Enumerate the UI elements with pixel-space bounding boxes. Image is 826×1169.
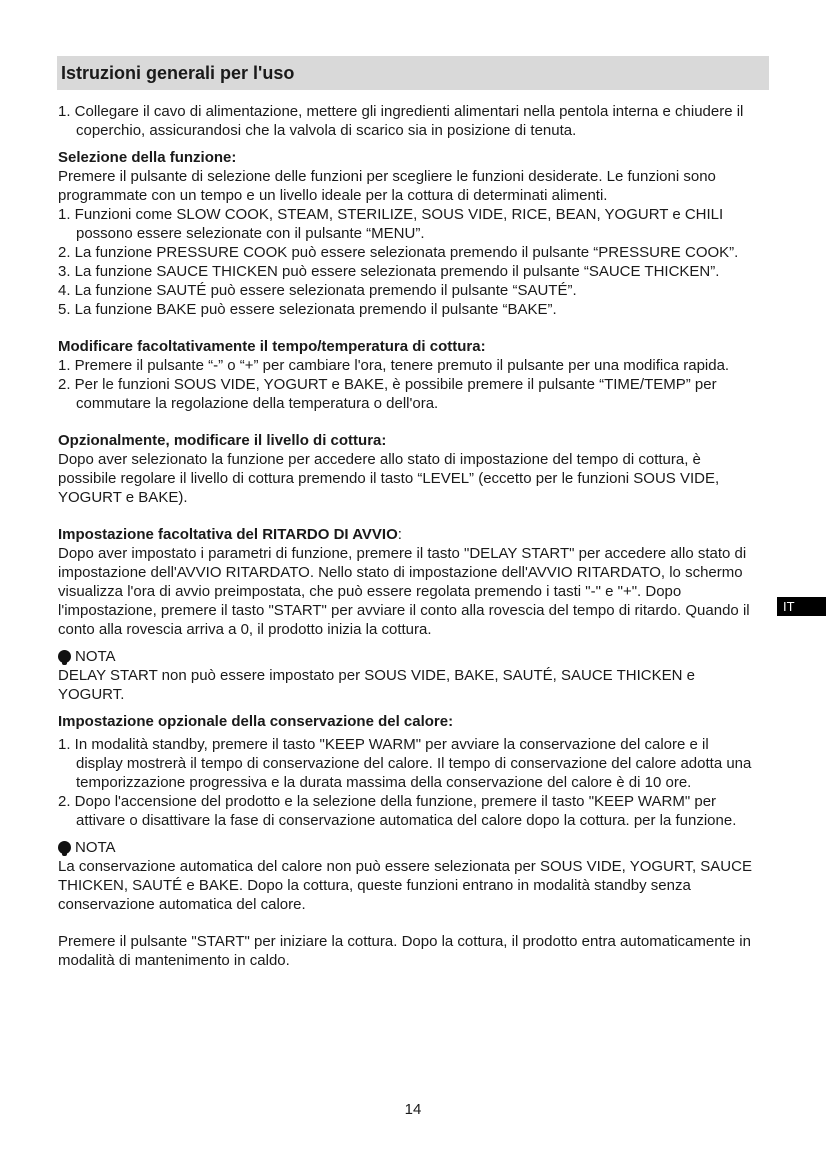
delay-start-text: Dopo aver impostato i parametri di funzione, premere il tasto "DELAY START" per accedere allo stato di impostazione dell'AVVIO RITARDATO. Nello stato di impostazione dell'AVVIO RITARDATO, lo schermo visualizza l'ora di avvio preimpostata, che può essere regolata premendo i tasti "-" e "+". Dopo l'impostazione, premere il tasto "START" per avviare il conto alla rovescia del tempo di ritardo. Quando il conto alla rovescia arriva a 0, il prodotto inizia la cottura.	[58, 545, 750, 638]
closing-text: Premere il pulsante "START" per iniziare la cottura. Dopo la cottura, il prodotto entra automaticamente in modalità di mantenimento in caldo.	[58, 933, 751, 969]
function-selection-text: Premere il pulsante di selezione delle funzioni per scegliere le funzioni desiderate. Le funzioni sono programmate con un tempo e un livello ideale per la cottura di determinati alimenti.	[58, 168, 716, 204]
list-item: 2. Per le funzioni SOUS VIDE, YOGURT e BAKE, è possibile premere il pulsante “TIME/TEMP” per commutare la regolazione della temperatura o dell'ora.	[58, 376, 717, 412]
intro-step: 1. Collegare il cavo di alimentazione, mettere gli ingredienti alimentari nella pentola interna e chiudere il coperchio, assicurandosi che la valvola di scarico sia in posizione di tenuta.	[58, 103, 744, 139]
page-title: Istruzioni generali per l'uso	[61, 63, 295, 83]
note-text: La conservazione automatica del calore non può essere selezionata per SOUS VIDE, YOGURT, SAUCE THICKEN, SAUTÉ e BAKE. Dopo la cottura, queste funzioni entrano in modalità standby senza conservazione automatica del calore.	[58, 858, 752, 913]
note-heading	[58, 838, 758, 857]
level-text: Dopo aver selezionato la funzione per accedere allo stato di impostazione del tempo di cottura, è possibile regolare il livello di cottura premendo il tasto “LEVEL” (eccetto per le funzioni SOUS VIDE, YOGURT e BAKE).	[58, 451, 720, 506]
note-label: NOTA	[75, 648, 116, 665]
list-item: 1. Premere il pulsante “-” o “+” per cambiare l'ora, tenere premuto il pulsante per una modifica rapida.	[58, 357, 730, 374]
lightbulb-icon	[58, 650, 71, 663]
note-label: NOTA	[75, 839, 116, 856]
language-tab: IT	[777, 597, 826, 616]
note-text: DELAY START non può essere impostato per SOUS VIDE, BAKE, SAUTÉ, SAUCE THICKEN e YOGURT.	[58, 667, 695, 703]
list-item: 5. La funzione BAKE può essere selezionata premendo il pulsante “BAKE”.	[58, 301, 557, 318]
delay-start-heading-text: Impostazione facoltativa del RITARDO DI AVVIO	[58, 526, 398, 543]
instructions-body	[58, 102, 758, 970]
list-item: 4. La funzione SAUTÉ può essere selezionata premendo il pulsante “SAUTÉ”.	[58, 282, 577, 299]
list-item: 2. La funzione PRESSURE COOK può essere selezionata premendo il pulsante “PRESSURE COOK”.	[58, 244, 739, 261]
level-heading: Opzionalmente, modificare il livello di cottura:	[58, 432, 387, 449]
lightbulb-icon	[58, 841, 71, 854]
list-item: 2. Dopo l'accensione del prodotto e la selezione della funzione, premere il tasto "KEEP WARM" per attivare o disattivare la fase di conservazione automatica del calore dopo la cottura. per la funzione.	[58, 793, 737, 829]
delay-start-heading	[58, 525, 758, 544]
page-number: 14	[404, 1101, 422, 1118]
list-item: 1. In modalità standby, premere il tasto "KEEP WARM" per avviare la conservazione del calore e il display mostrerà il tempo di conservazione del calore. Il tempo di conservazione del calore adotta una temporizzazione progressiva e la durata massima della conservazione del calore è di 10 ore.	[58, 736, 752, 791]
list-item: 1. Funzioni come SLOW COOK, STEAM, STERILIZE, SOUS VIDE, RICE, BEAN, YOGURT e CHILI possono essere selezionate con il pulsante “MENU”.	[58, 206, 724, 242]
function-selection-heading: Selezione della funzione:	[58, 149, 237, 166]
time-temp-heading: Modificare facoltativamente il tempo/temperatura di cottura:	[58, 338, 486, 355]
list-item: 3. La funzione SAUCE THICKEN può essere selezionata premendo il pulsante “SAUCE THICKEN”.	[58, 263, 720, 280]
section-title-bar	[57, 56, 769, 90]
delay-start-heading-colon: :	[397, 526, 402, 543]
keep-warm-heading: Impostazione opzionale della conservazione del calore:	[58, 713, 454, 730]
note-heading	[58, 647, 758, 666]
